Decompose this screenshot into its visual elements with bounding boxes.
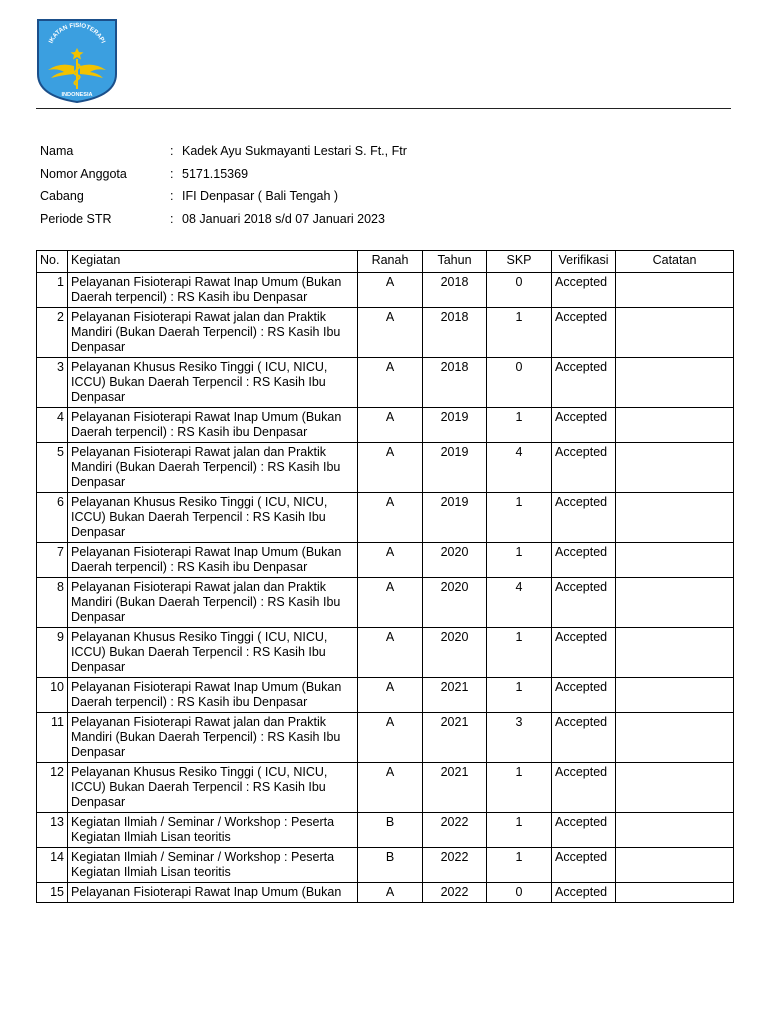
cell-verifikasi: Accepted [552, 763, 616, 813]
cell-ranah: A [358, 273, 423, 308]
cell-verifikasi: Accepted [552, 308, 616, 358]
info-value: Kadek Ayu Sukmayanti Lestari S. Ft., Ftr [182, 144, 407, 159]
info-label: Periode STR [40, 211, 112, 226]
cell-no: 1 [37, 273, 68, 308]
cell-no: 15 [37, 883, 68, 903]
info-row-cabang [40, 185, 640, 208]
cell-catatan [616, 678, 734, 713]
cell-verifikasi: Accepted [552, 408, 616, 443]
table-row [37, 543, 734, 578]
cell-verifikasi: Accepted [552, 273, 616, 308]
cell-catatan [616, 308, 734, 358]
cell-tahun: 2019 [423, 443, 487, 493]
cell-tahun: 2021 [423, 763, 487, 813]
column-header: Tahun [423, 251, 487, 273]
table-row [37, 628, 734, 678]
cell-verifikasi: Accepted [552, 443, 616, 493]
cell-skp: 1 [487, 628, 552, 678]
cell-skp: 4 [487, 578, 552, 628]
cell-no: 9 [37, 628, 68, 678]
column-header: Verifikasi [552, 251, 616, 273]
cell-tahun: 2020 [423, 578, 487, 628]
cell-ranah: A [358, 763, 423, 813]
cell-kegiatan: Kegiatan Ilmiah / Seminar / Workshop : Peserta Kegiatan Ilmiah Lisan teoritis [68, 848, 358, 883]
cell-ranah: A [358, 713, 423, 763]
cell-kegiatan: Pelayanan Fisioterapi Rawat Inap Umum (Bukan [68, 883, 358, 903]
cell-tahun: 2018 [423, 308, 487, 358]
cell-no: 8 [37, 578, 68, 628]
cell-ranah: A [358, 358, 423, 408]
cell-skp: 1 [487, 308, 552, 358]
cell-verifikasi: Accepted [552, 848, 616, 883]
cell-ranah: A [358, 443, 423, 493]
cell-kegiatan: Pelayanan Khusus Resiko Tinggi ( ICU, NICU, ICCU) Bukan Daerah Terpencil : RS Kasih Ibu Denpasar [68, 358, 358, 408]
cell-no: 7 [37, 543, 68, 578]
info-value: 5171.15369 [182, 166, 249, 181]
table-row [37, 273, 734, 308]
info-row-periode-str [40, 208, 640, 231]
column-header: Kegiatan [68, 251, 358, 273]
cell-skp: 1 [487, 763, 552, 813]
column-header: SKP [487, 251, 552, 273]
cell-tahun: 2021 [423, 678, 487, 713]
table-row [37, 813, 734, 848]
cell-tahun: 2020 [423, 628, 487, 678]
table-row [37, 713, 734, 763]
cell-kegiatan: Pelayanan Fisioterapi Rawat jalan dan Praktik Mandiri (Bukan Daerah Terpencil) : RS Kasih Ibu Denpasar [68, 578, 358, 628]
table-row [37, 358, 734, 408]
cell-verifikasi: Accepted [552, 628, 616, 678]
info-colon: : [170, 144, 174, 159]
cell-ranah: A [358, 883, 423, 903]
cell-no: 2 [37, 308, 68, 358]
cell-catatan [616, 713, 734, 763]
cell-catatan [616, 578, 734, 628]
cell-skp: 0 [487, 273, 552, 308]
table-row [37, 408, 734, 443]
cell-ranah: A [358, 543, 423, 578]
info-row-nama [40, 140, 640, 163]
info-row-nomor-anggota [40, 163, 640, 186]
member-info [40, 140, 640, 230]
cell-verifikasi: Accepted [552, 543, 616, 578]
cell-catatan [616, 443, 734, 493]
info-label: Nomor Anggota [40, 166, 127, 181]
cell-tahun: 2018 [423, 273, 487, 308]
cell-catatan [616, 813, 734, 848]
cell-skp: 1 [487, 543, 552, 578]
cell-no: 14 [37, 848, 68, 883]
table-row [37, 578, 734, 628]
table-row [37, 493, 734, 543]
info-value: IFI Denpasar ( Bali Tengah ) [182, 189, 339, 204]
info-colon: : [170, 166, 174, 181]
cell-catatan [616, 493, 734, 543]
table-row [37, 763, 734, 813]
cell-skp: 1 [487, 678, 552, 713]
cell-verifikasi: Accepted [552, 678, 616, 713]
cell-kegiatan: Pelayanan Fisioterapi Rawat jalan dan Praktik Mandiri (Bukan Daerah Terpencil) : RS Kasih Ibu Denpasar [68, 443, 358, 493]
column-header: No. [37, 251, 68, 273]
header-divider [36, 108, 731, 109]
cell-no: 5 [37, 443, 68, 493]
cell-tahun: 2018 [423, 358, 487, 408]
cell-ranah: A [358, 678, 423, 713]
cell-kegiatan: Kegiatan Ilmiah / Seminar / Workshop : Peserta Kegiatan Ilmiah Lisan teoritis [68, 813, 358, 848]
cell-catatan [616, 543, 734, 578]
cell-kegiatan: Pelayanan Khusus Resiko Tinggi ( ICU, NICU, ICCU) Bukan Daerah Terpencil : RS Kasih Ibu Denpasar [68, 763, 358, 813]
cell-ranah: A [358, 408, 423, 443]
cell-no: 3 [37, 358, 68, 408]
cell-catatan [616, 763, 734, 813]
cell-kegiatan: Pelayanan Fisioterapi Rawat Inap Umum (Bukan Daerah terpencil) : RS Kasih ibu Denpasar [68, 408, 358, 443]
cell-ranah: A [358, 628, 423, 678]
cell-skp: 1 [487, 813, 552, 848]
cell-ranah: A [358, 308, 423, 358]
cell-catatan [616, 358, 734, 408]
cell-verifikasi: Accepted [552, 358, 616, 408]
column-header: Catatan [616, 251, 734, 273]
table-row [37, 443, 734, 493]
logo-top-text: IKATAN FISIOTERAPI [47, 21, 107, 45]
cell-kegiatan: Pelayanan Fisioterapi Rawat Inap Umum (Bukan Daerah terpencil) : RS Kasih ibu Denpasar [68, 273, 358, 308]
cell-verifikasi: Accepted [552, 493, 616, 543]
info-colon: : [170, 211, 174, 226]
cell-ranah: A [358, 493, 423, 543]
cell-verifikasi: Accepted [552, 578, 616, 628]
table-row [37, 308, 734, 358]
ifi-logo [36, 18, 118, 104]
cell-verifikasi: Accepted [552, 713, 616, 763]
cell-catatan [616, 883, 734, 903]
cell-skp: 3 [487, 713, 552, 763]
cell-no: 10 [37, 678, 68, 713]
cell-skp: 0 [487, 883, 552, 903]
cell-skp: 0 [487, 358, 552, 408]
activity-table [36, 250, 734, 903]
table-row [37, 848, 734, 883]
cell-tahun: 2022 [423, 813, 487, 848]
cell-kegiatan: Pelayanan Fisioterapi Rawat Inap Umum (Bukan Daerah terpencil) : RS Kasih ibu Denpasar [68, 678, 358, 713]
cell-ranah: B [358, 813, 423, 848]
cell-no: 12 [37, 763, 68, 813]
table-body [37, 273, 734, 903]
cell-kegiatan: Pelayanan Fisioterapi Rawat Inap Umum (Bukan Daerah terpencil) : RS Kasih ibu Denpasar [68, 543, 358, 578]
cell-ranah: A [358, 578, 423, 628]
logo-bottom-text: INDONESIA [61, 92, 93, 98]
cell-catatan [616, 273, 734, 308]
cell-catatan [616, 628, 734, 678]
cell-no: 11 [37, 713, 68, 763]
cell-verifikasi: Accepted [552, 883, 616, 903]
cell-catatan [616, 408, 734, 443]
cell-skp: 1 [487, 848, 552, 883]
cell-skp: 1 [487, 493, 552, 543]
cell-kegiatan: Pelayanan Khusus Resiko Tinggi ( ICU, NICU, ICCU) Bukan Daerah Terpencil : RS Kasih Ibu Denpasar [68, 628, 358, 678]
cell-verifikasi: Accepted [552, 813, 616, 848]
cell-catatan [616, 848, 734, 883]
cell-ranah: B [358, 848, 423, 883]
cell-kegiatan: Pelayanan Fisioterapi Rawat jalan dan Praktik Mandiri (Bukan Daerah Terpencil) : RS Kasih Ibu Denpasar [68, 713, 358, 763]
cell-kegiatan: Pelayanan Fisioterapi Rawat jalan dan Praktik Mandiri (Bukan Daerah Terpencil) : RS Kasih Ibu Denpasar [68, 308, 358, 358]
column-header: Ranah [358, 251, 423, 273]
cell-skp: 4 [487, 443, 552, 493]
table-row [37, 883, 734, 903]
cell-tahun: 2021 [423, 713, 487, 763]
info-label: Cabang [40, 189, 84, 204]
cell-no: 4 [37, 408, 68, 443]
table-header-row [37, 251, 734, 273]
cell-tahun: 2022 [423, 883, 487, 903]
cell-no: 6 [37, 493, 68, 543]
cell-skp: 1 [487, 408, 552, 443]
cell-tahun: 2019 [423, 408, 487, 443]
cell-kegiatan: Pelayanan Khusus Resiko Tinggi ( ICU, NICU, ICCU) Bukan Daerah Terpencil : RS Kasih Ibu Denpasar [68, 493, 358, 543]
cell-tahun: 2020 [423, 543, 487, 578]
cell-tahun: 2019 [423, 493, 487, 543]
table-row [37, 678, 734, 713]
info-label: Nama [40, 144, 74, 159]
cell-no: 13 [37, 813, 68, 848]
info-colon: : [170, 189, 174, 204]
info-value: 08 Januari 2018 s/d 07 Januari 2023 [182, 211, 385, 226]
cell-tahun: 2022 [423, 848, 487, 883]
